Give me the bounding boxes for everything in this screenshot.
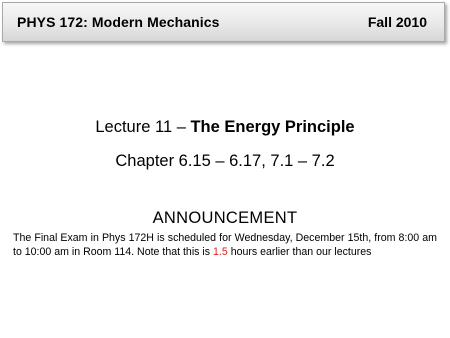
- announcement-text: [13, 231, 437, 259]
- chapter-reference: Chapter 6.15 – 6.17, 7.1 – 7.2: [115, 152, 335, 170]
- term-label: Fall 2010: [367, 14, 427, 30]
- highlighted-hours: 1.5: [213, 246, 228, 258]
- lecture-title: [0, 118, 450, 137]
- announcement-text-end: hours earlier than our lectures: [227, 246, 372, 258]
- announcement-heading: ANNOUNCEMENT: [152, 209, 298, 227]
- course-title: PHYS 172: Modern Mechanics: [17, 14, 220, 30]
- lecture-number: Lecture 11 –: [95, 118, 191, 136]
- announcement-text-start: The Final Exam in Phys 172H is scheduled for Wednesday, December 15th, from 8:00 am to 10:00 am in Room 114. Note that this is: [13, 232, 437, 258]
- lecture-topic: The Energy Principle: [190, 118, 355, 136]
- header-bar: [2, 2, 445, 42]
